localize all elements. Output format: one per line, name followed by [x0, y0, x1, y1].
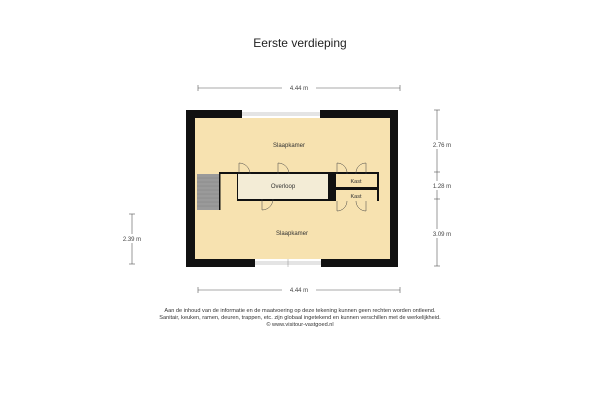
dimension-bottom	[198, 285, 400, 294]
dimension-left	[118, 214, 146, 264]
disclaimer-line-3: © www.visitour-vastgoed.nl	[266, 322, 334, 328]
disclaimer-line-2: Sanitair, keuken, ramen, deuren, trappen, etc. zijn globaal ingetekend en kunnen verschillen met de werkelijkheid.	[159, 315, 441, 321]
room-label-closet-upper: Kast	[350, 179, 362, 185]
stairs	[197, 174, 219, 210]
room-label-landing: Overloop	[270, 184, 296, 190]
page-title: Eerste verdieping	[253, 36, 347, 50]
room-label-closet-lower: Kast	[350, 194, 362, 200]
room-label-bottom-bedroom: Slaapkamer	[275, 231, 309, 237]
dimension-right-top-label: 2.76 m	[432, 143, 452, 149]
dimension-bottom-label: 4.44 m	[289, 288, 309, 294]
dimension-right	[426, 110, 452, 266]
disclaimer-line-1: Aan de inhoud van de informatie en de maatvoering op deze tekening kunnen geen rechten worden ontleend.	[164, 308, 436, 314]
dimension-right-middle-label: 1.28 m	[432, 184, 452, 190]
dimension-left-label: 2.39 m	[122, 237, 142, 243]
dimension-top-label: 4.44 m	[289, 86, 309, 92]
room-label-top-bedroom: Slaapkamer	[272, 143, 306, 149]
dimension-right-bottom-label: 3.09 m	[432, 232, 452, 238]
dimension-top	[198, 83, 400, 92]
disclaimer	[60, 308, 540, 329]
